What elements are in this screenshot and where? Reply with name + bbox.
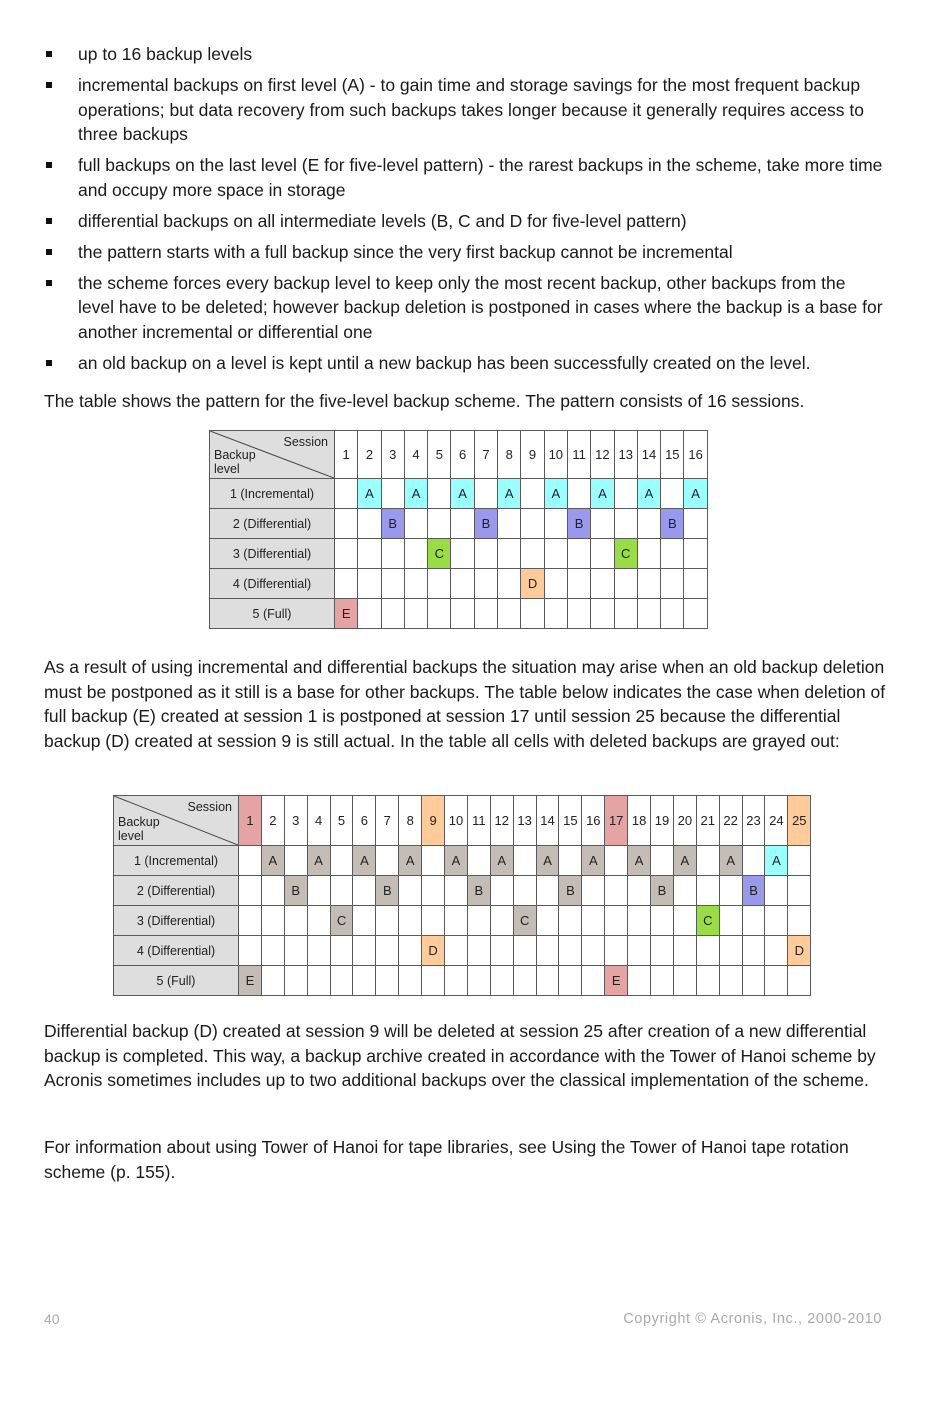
- table-row: [114, 876, 811, 906]
- empty-cell: [605, 906, 628, 936]
- empty-cell: [381, 569, 404, 599]
- backup-level-label: 4 (Differential): [114, 936, 239, 966]
- table-row: [210, 599, 708, 629]
- session-header-15: 15: [661, 431, 684, 479]
- empty-cell: [376, 846, 399, 876]
- empty-cell: [399, 936, 422, 966]
- backup-cell-b: B: [661, 509, 684, 539]
- backup-cell-b: B: [559, 876, 582, 906]
- empty-cell: [765, 936, 788, 966]
- empty-cell: [353, 966, 376, 996]
- empty-cell: [696, 876, 719, 906]
- empty-cell: [376, 966, 399, 996]
- backup-level-label: 5 (Full): [210, 599, 335, 629]
- session-header-17: 17: [605, 796, 628, 846]
- empty-cell: [261, 876, 284, 906]
- bullet-item: the scheme forces every backup level to keep only the most recent backup, other backups from the level have to be deleted; however backup deletion is postponed in cases where the backup is a base for another incremental or differential one: [44, 271, 884, 345]
- empty-cell: [661, 479, 684, 509]
- session-header-5: 5: [428, 431, 451, 479]
- corner-session-label: Session: [283, 435, 328, 449]
- empty-cell: [353, 876, 376, 906]
- backup-cell-c: C: [513, 906, 536, 936]
- empty-cell: [451, 509, 474, 539]
- empty-cell: [381, 599, 404, 629]
- empty-cell: [742, 966, 765, 996]
- empty-cell: [521, 509, 544, 539]
- session-header-4: 4: [404, 431, 427, 479]
- empty-cell: [521, 479, 544, 509]
- empty-cell: [582, 966, 605, 996]
- empty-cell: [765, 906, 788, 936]
- empty-cell: [521, 599, 544, 629]
- empty-cell: [684, 509, 707, 539]
- empty-cell: [582, 876, 605, 906]
- empty-cell: [445, 966, 468, 996]
- empty-cell: [330, 966, 353, 996]
- empty-cell: [788, 906, 811, 936]
- backup-cell-b: B: [467, 876, 490, 906]
- empty-cell: [381, 479, 404, 509]
- empty-cell: [358, 539, 381, 569]
- empty-cell: [474, 479, 497, 509]
- backup-cell-a: A: [498, 479, 521, 509]
- empty-cell: [591, 599, 614, 629]
- empty-cell: [335, 569, 358, 599]
- empty-cell: [307, 906, 330, 936]
- session-header-6: 6: [451, 431, 474, 479]
- backup-cell-d: D: [788, 936, 811, 966]
- backup-cell-a: A: [544, 479, 567, 509]
- empty-cell: [544, 599, 567, 629]
- bullet-item: the pattern starts with a full backup since the very first backup cannot be incremental: [44, 240, 884, 265]
- backup-cell-a: A: [261, 846, 284, 876]
- empty-cell: [330, 876, 353, 906]
- empty-cell: [637, 539, 660, 569]
- empty-cell: [719, 906, 742, 936]
- session-header-14: 14: [536, 796, 559, 846]
- corner-level-label: Backup level: [214, 448, 256, 476]
- session-header-11: 11: [467, 796, 490, 846]
- session-header-23: 23: [742, 796, 765, 846]
- empty-cell: [490, 936, 513, 966]
- empty-cell: [582, 906, 605, 936]
- backup-cell-d: D: [422, 936, 445, 966]
- empty-cell: [605, 846, 628, 876]
- empty-cell: [451, 539, 474, 569]
- session-header-9: 9: [521, 431, 544, 479]
- empty-cell: [614, 599, 637, 629]
- backup-cell-a: A: [582, 846, 605, 876]
- empty-cell: [661, 539, 684, 569]
- empty-cell: [335, 509, 358, 539]
- empty-cell: [428, 569, 451, 599]
- empty-cell: [239, 846, 262, 876]
- empty-cell: [335, 479, 358, 509]
- table-row: [114, 846, 811, 876]
- session-header-14: 14: [637, 431, 660, 479]
- empty-cell: [567, 599, 590, 629]
- empty-cell: [330, 846, 353, 876]
- empty-cell: [284, 966, 307, 996]
- backup-cell-a: A: [358, 479, 381, 509]
- backup-level-label: 4 (Differential): [210, 569, 335, 599]
- empty-cell: [399, 876, 422, 906]
- empty-cell: [307, 876, 330, 906]
- empty-cell: [605, 936, 628, 966]
- empty-cell: [358, 569, 381, 599]
- session-header-16: 16: [582, 796, 605, 846]
- session-header-12: 12: [490, 796, 513, 846]
- empty-cell: [307, 936, 330, 966]
- session-header-24: 24: [765, 796, 788, 846]
- empty-cell: [445, 906, 468, 936]
- backup-cell-c: C: [696, 906, 719, 936]
- session-header-22: 22: [719, 796, 742, 846]
- backup-cell-b: B: [651, 876, 674, 906]
- session-header-4: 4: [307, 796, 330, 846]
- session-header-12: 12: [591, 431, 614, 479]
- empty-cell: [239, 936, 262, 966]
- empty-cell: [422, 846, 445, 876]
- empty-cell: [428, 509, 451, 539]
- empty-cell: [284, 936, 307, 966]
- empty-cell: [673, 876, 696, 906]
- backup-cell-a: A: [399, 846, 422, 876]
- empty-cell: [513, 876, 536, 906]
- table-corner-header: [114, 796, 239, 846]
- empty-cell: [261, 936, 284, 966]
- empty-cell: [591, 539, 614, 569]
- backup-cell-a: A: [765, 846, 788, 876]
- empty-cell: [474, 569, 497, 599]
- empty-cell: [422, 966, 445, 996]
- empty-cell: [376, 936, 399, 966]
- bullet-item: incremental backups on first level (A) - to gain time and storage savings for the most frequent backup operations; but data recovery from such backups takes longer because it generally requires access to three backups: [44, 73, 884, 147]
- empty-cell: [614, 569, 637, 599]
- empty-cell: [490, 966, 513, 996]
- empty-cell: [498, 599, 521, 629]
- backup-cell-c: C: [428, 539, 451, 569]
- empty-cell: [637, 509, 660, 539]
- empty-cell: [605, 876, 628, 906]
- backup-cell-a: A: [353, 846, 376, 876]
- empty-cell: [536, 876, 559, 906]
- empty-cell: [521, 539, 544, 569]
- empty-cell: [684, 569, 707, 599]
- table-header-row: [114, 796, 811, 846]
- empty-cell: [559, 966, 582, 996]
- empty-cell: [696, 966, 719, 996]
- backup-cell-e: E: [239, 966, 262, 996]
- empty-cell: [628, 936, 651, 966]
- empty-cell: [651, 906, 674, 936]
- empty-cell: [742, 846, 765, 876]
- backup-level-label: 3 (Differential): [210, 539, 335, 569]
- session-header-1: 1: [239, 796, 262, 846]
- empty-cell: [358, 509, 381, 539]
- empty-cell: [719, 936, 742, 966]
- session-header-2: 2: [358, 431, 381, 479]
- empty-cell: [513, 966, 536, 996]
- empty-cell: [742, 906, 765, 936]
- backup-cell-a: A: [673, 846, 696, 876]
- table-row: [114, 936, 811, 966]
- five-level-pattern-table: [209, 430, 708, 629]
- backup-cell-a: A: [404, 479, 427, 509]
- backup-cell-c: C: [330, 906, 353, 936]
- empty-cell: [422, 906, 445, 936]
- empty-cell: [498, 569, 521, 599]
- empty-cell: [467, 846, 490, 876]
- empty-cell: [467, 906, 490, 936]
- empty-cell: [381, 539, 404, 569]
- empty-cell: [261, 906, 284, 936]
- table-row: [210, 509, 708, 539]
- backup-cell-a: A: [591, 479, 614, 509]
- empty-cell: [788, 876, 811, 906]
- backup-level-label: 5 (Full): [114, 966, 239, 996]
- empty-cell: [467, 966, 490, 996]
- backup-cell-b: B: [376, 876, 399, 906]
- backup-cell-b: B: [284, 876, 307, 906]
- empty-cell: [399, 966, 422, 996]
- empty-cell: [513, 936, 536, 966]
- session-header-9: 9: [422, 796, 445, 846]
- empty-cell: [567, 539, 590, 569]
- backup-cell-a: A: [536, 846, 559, 876]
- backup-level-label: 2 (Differential): [114, 876, 239, 906]
- session-header-10: 10: [445, 796, 468, 846]
- backup-cell-a: A: [490, 846, 513, 876]
- empty-cell: [284, 846, 307, 876]
- session-header-15: 15: [559, 796, 582, 846]
- backup-cell-a: A: [307, 846, 330, 876]
- empty-cell: [559, 906, 582, 936]
- paragraph-tape-reference: For information about using Tower of Hanoi for tape libraries, see Using the Tower of Hanoi tape rotation scheme (p. 155).: [44, 1137, 849, 1182]
- empty-cell: [696, 846, 719, 876]
- paragraph-table-intro: The table shows the pattern for the five-level backup scheme. The pattern consists of 16 sessions.: [44, 391, 805, 411]
- paragraph-postponed-deletion: As a result of using incremental and differential backups the situation may arise when an old backup deletion must be postponed as it still is a base for other backups. The table below indicates the case when deletion of full backup (E) created at session 1 is postponed at session 17 until session 25 because the differential backup (D) created at session 9 is still actual. In the table all cells with deleted backups are grayed out:: [44, 657, 886, 751]
- session-header-7: 7: [474, 431, 497, 479]
- empty-cell: [591, 509, 614, 539]
- session-header-10: 10: [544, 431, 567, 479]
- backup-cell-d: D: [521, 569, 544, 599]
- empty-cell: [239, 906, 262, 936]
- empty-cell: [474, 539, 497, 569]
- copyright-notice: Copyright © Acronis, Inc., 2000-2010: [623, 1311, 882, 1327]
- empty-cell: [498, 509, 521, 539]
- empty-cell: [544, 509, 567, 539]
- corner-session-label: Session: [187, 800, 232, 814]
- backup-cell-a: A: [445, 846, 468, 876]
- empty-cell: [567, 569, 590, 599]
- table-corner-header: [210, 431, 335, 479]
- table-row: [114, 906, 811, 936]
- session-header-3: 3: [381, 431, 404, 479]
- empty-cell: [788, 846, 811, 876]
- empty-cell: [335, 539, 358, 569]
- backup-level-label: 1 (Incremental): [210, 479, 335, 509]
- table-row: [210, 539, 708, 569]
- empty-cell: [614, 509, 637, 539]
- session-header-21: 21: [696, 796, 719, 846]
- session-header-13: 13: [513, 796, 536, 846]
- empty-cell: [661, 599, 684, 629]
- bullet-item: full backups on the last level (E for five-level pattern) - the rarest backups in the scheme, take more time and occupy more space in storage: [44, 153, 884, 202]
- empty-cell: [404, 599, 427, 629]
- empty-cell: [637, 569, 660, 599]
- session-header-7: 7: [376, 796, 399, 846]
- empty-cell: [358, 599, 381, 629]
- table-header-row: [210, 431, 708, 479]
- empty-cell: [467, 936, 490, 966]
- backup-level-label: 3 (Differential): [114, 906, 239, 936]
- empty-cell: [788, 966, 811, 996]
- backup-cell-c: C: [614, 539, 637, 569]
- session-header-1: 1: [335, 431, 358, 479]
- empty-cell: [673, 966, 696, 996]
- backup-cell-a: A: [628, 846, 651, 876]
- empty-cell: [742, 936, 765, 966]
- session-header-19: 19: [651, 796, 674, 846]
- session-header-8: 8: [498, 431, 521, 479]
- empty-cell: [567, 479, 590, 509]
- empty-cell: [628, 876, 651, 906]
- postponed-deletion-table: [113, 795, 811, 996]
- empty-cell: [536, 966, 559, 996]
- empty-cell: [719, 876, 742, 906]
- table-row: [210, 479, 708, 509]
- session-header-6: 6: [353, 796, 376, 846]
- empty-cell: [353, 906, 376, 936]
- empty-cell: [474, 599, 497, 629]
- empty-cell: [513, 846, 536, 876]
- empty-cell: [490, 876, 513, 906]
- empty-cell: [536, 936, 559, 966]
- empty-cell: [330, 936, 353, 966]
- session-header-20: 20: [673, 796, 696, 846]
- empty-cell: [661, 569, 684, 599]
- empty-cell: [451, 569, 474, 599]
- empty-cell: [628, 966, 651, 996]
- empty-cell: [261, 966, 284, 996]
- session-header-13: 13: [614, 431, 637, 479]
- paragraph-differential-deletion: Differential backup (D) created at session 9 will be deleted at session 25 after creation of a new differential backup is completed. This way, a backup archive created in accordance with the Tower of Hanoi scheme by Acronis sometimes includes up to two additional backups over the classical implementation of the scheme.: [44, 1021, 876, 1090]
- empty-cell: [544, 539, 567, 569]
- empty-cell: [651, 936, 674, 966]
- empty-cell: [404, 539, 427, 569]
- empty-cell: [765, 876, 788, 906]
- backup-cell-a: A: [719, 846, 742, 876]
- empty-cell: [376, 906, 399, 936]
- empty-cell: [684, 539, 707, 569]
- session-header-3: 3: [284, 796, 307, 846]
- bullet-list: [44, 42, 884, 375]
- empty-cell: [719, 966, 742, 996]
- empty-cell: [536, 906, 559, 936]
- empty-cell: [399, 906, 422, 936]
- backup-cell-b: B: [381, 509, 404, 539]
- empty-cell: [696, 936, 719, 966]
- empty-cell: [591, 569, 614, 599]
- empty-cell: [428, 479, 451, 509]
- empty-cell: [651, 966, 674, 996]
- backup-cell-b: B: [474, 509, 497, 539]
- empty-cell: [404, 569, 427, 599]
- session-header-16: 16: [684, 431, 707, 479]
- empty-cell: [559, 846, 582, 876]
- empty-cell: [628, 906, 651, 936]
- empty-cell: [559, 936, 582, 966]
- backup-cell-e: E: [605, 966, 628, 996]
- backup-cell-a: A: [684, 479, 707, 509]
- backup-level-label: 2 (Differential): [210, 509, 335, 539]
- empty-cell: [490, 906, 513, 936]
- empty-cell: [404, 509, 427, 539]
- bullet-item: up to 16 backup levels: [44, 42, 884, 67]
- empty-cell: [353, 936, 376, 966]
- backup-cell-e: E: [335, 599, 358, 629]
- empty-cell: [684, 599, 707, 629]
- empty-cell: [498, 539, 521, 569]
- backup-level-label: 1 (Incremental): [114, 846, 239, 876]
- corner-level-label: Backup level: [118, 815, 160, 843]
- session-header-25: 25: [788, 796, 811, 846]
- empty-cell: [445, 936, 468, 966]
- empty-cell: [673, 936, 696, 966]
- backup-cell-b: B: [742, 876, 765, 906]
- bullet-item: an old backup on a level is kept until a new backup has been successfully created on the level.: [44, 351, 884, 376]
- empty-cell: [582, 936, 605, 966]
- session-header-8: 8: [399, 796, 422, 846]
- empty-cell: [614, 479, 637, 509]
- empty-cell: [544, 569, 567, 599]
- session-header-11: 11: [567, 431, 590, 479]
- empty-cell: [637, 599, 660, 629]
- session-header-5: 5: [330, 796, 353, 846]
- empty-cell: [307, 966, 330, 996]
- backup-cell-a: A: [451, 479, 474, 509]
- empty-cell: [284, 906, 307, 936]
- bullet-item: differential backups on all intermediate levels (B, C and D for five-level pattern): [44, 209, 884, 234]
- session-header-18: 18: [628, 796, 651, 846]
- empty-cell: [428, 599, 451, 629]
- table-row: [210, 569, 708, 599]
- empty-cell: [673, 906, 696, 936]
- empty-cell: [239, 876, 262, 906]
- table-row: [114, 966, 811, 996]
- backup-cell-b: B: [567, 509, 590, 539]
- page-number: 40: [44, 1311, 60, 1327]
- empty-cell: [422, 876, 445, 906]
- empty-cell: [765, 966, 788, 996]
- empty-cell: [651, 846, 674, 876]
- empty-cell: [451, 599, 474, 629]
- empty-cell: [445, 876, 468, 906]
- session-header-2: 2: [261, 796, 284, 846]
- backup-cell-a: A: [637, 479, 660, 509]
